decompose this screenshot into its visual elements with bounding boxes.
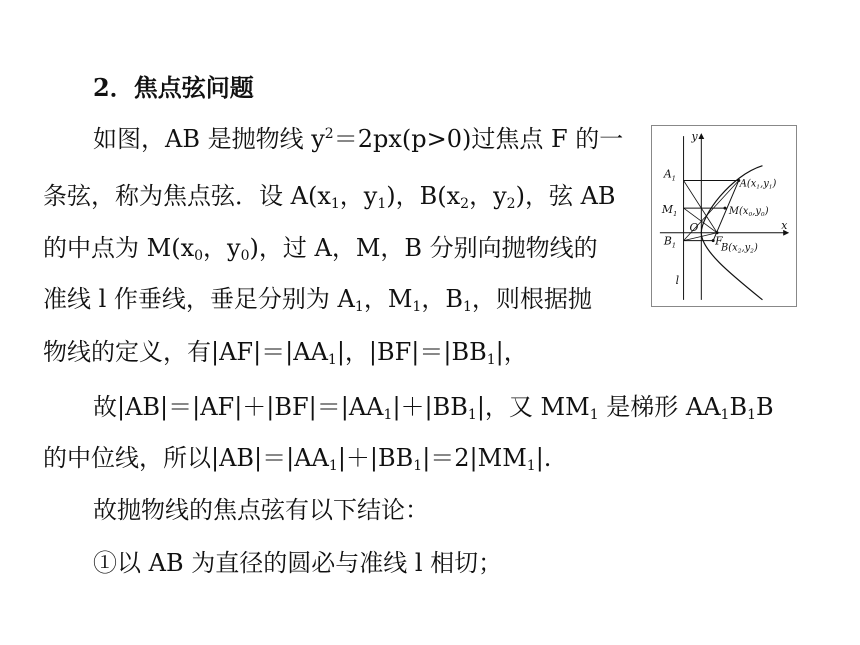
paragraph-1-line-3: 的中点为 $M(x_0$，$y_0$)，过 A，M，B 分别向抛物线的: [43, 234, 598, 264]
label-O: O: [689, 220, 699, 234]
paragraph-1-line-2: 条弦，称为焦点弦．设 $A(x_1$，$y_1$)，$B(x_2$，$y_2$)，弦 AB: [43, 182, 616, 212]
paragraph-2-line-1: 故$|AB|=|AF|+|BF|=|AA_1|+|BB_1|$，又 $MM_1$ 是梯形 $AA_1B_1B$: [93, 393, 774, 423]
section-heading: 2．焦点弦问题: [93, 73, 254, 102]
label-A1: $A_1$: [663, 167, 677, 183]
label-A: $A(x_1,y_1)$: [739, 178, 777, 191]
parabola-diagram: [652, 126, 796, 306]
paragraph-3: 故抛物线的焦点弦有以下结论：: [93, 496, 429, 524]
paragraph-2-line-2: 的中位线，所以$|AB|=|AA_1|+|BB_1|=2|MM_1|$.: [43, 444, 552, 474]
label-l: l: [675, 274, 680, 288]
label-M: $M(x_0,y_0)$: [728, 206, 769, 218]
conclusion-1: ①以 AB 为直径的圆必与准线 l 相切；: [93, 549, 503, 577]
parabola-focal-chord-figure: [651, 125, 797, 307]
label-B1: $B_1$: [663, 234, 677, 250]
label-y: y: [691, 130, 698, 144]
label-B: $B(x_2,y_2)$: [721, 242, 758, 255]
label-M1: $M_1$: [661, 203, 678, 218]
paragraph-1-line-1: 如图，AB 是抛物线 $y^2=2px(p>0)$过焦点 F 的一: [93, 125, 624, 153]
paragraph-1-line-4: 准线 l 作垂线，垂足分别为 $A_1$，$M_1$，$B_1$，则根据抛: [43, 285, 592, 315]
label-x: x: [781, 218, 788, 232]
segment-B1F: [684, 233, 718, 241]
point-M: [724, 207, 727, 210]
label-F: F: [715, 234, 723, 248]
paragraph-1-line-5: 物线的定义，有$|AF|=|AA_1|$，$|BF|=|BB_1|$，: [43, 338, 528, 368]
